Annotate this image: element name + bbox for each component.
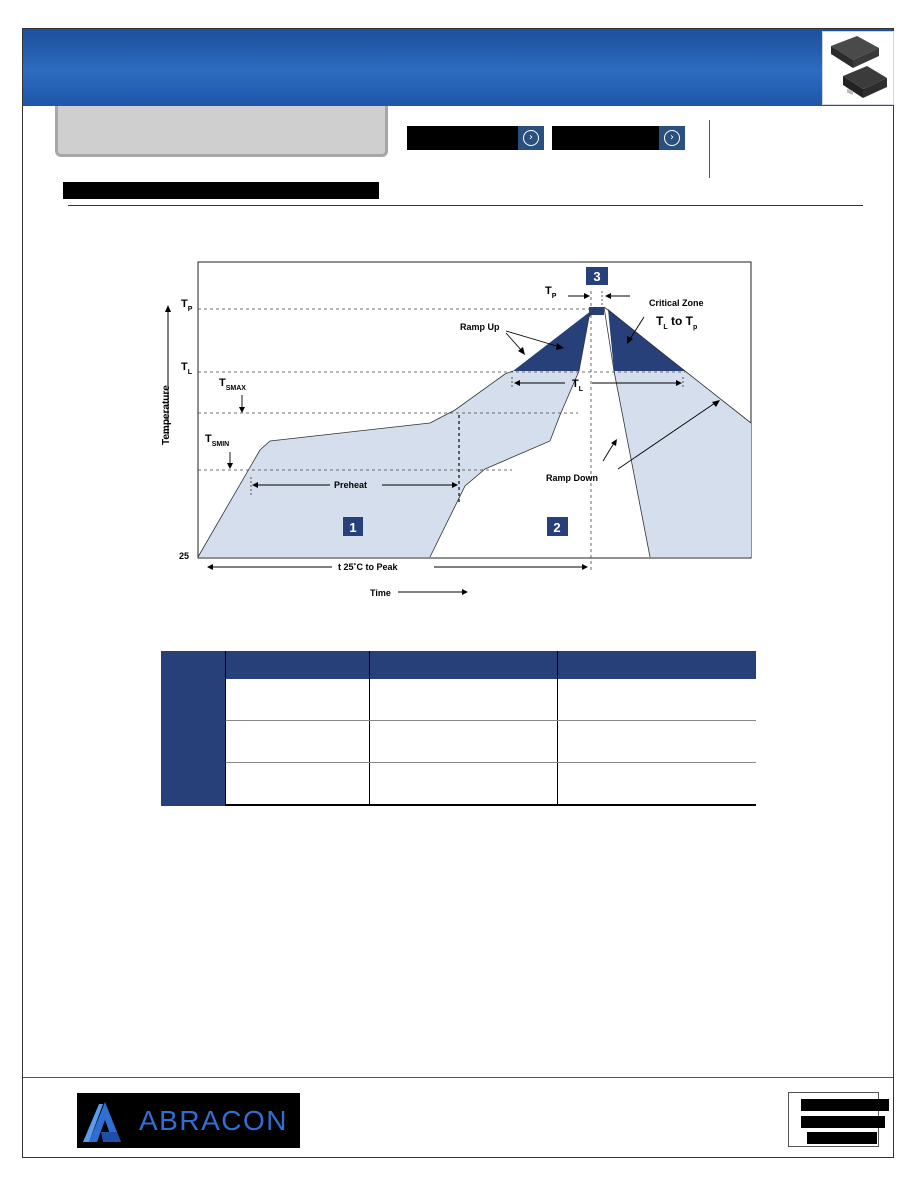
page-info-bar <box>807 1132 877 1144</box>
table-header-cell <box>226 651 370 679</box>
header-banner <box>23 29 893 106</box>
table-header-cell <box>558 651 757 679</box>
abracon-logo <box>77 1093 300 1148</box>
chevron-right-icon: › <box>659 126 685 150</box>
reflow-profile-diagram <box>160 255 760 605</box>
critical-zone-label: Critical Zone <box>649 298 704 308</box>
nav-button-2[interactable] <box>552 126 685 150</box>
table-header-cell <box>370 651 558 679</box>
zone-3-label: 3 <box>593 269 601 284</box>
preheat-label: Preheat <box>334 480 368 490</box>
critical-range-label: $T_L$ to $T_p$ <box>656 314 698 331</box>
section-rule <box>68 205 863 206</box>
y-axis-label: Temperature <box>161 385 172 445</box>
tl-span-label: $T_L$ <box>572 378 584 393</box>
page-info-bar <box>801 1099 889 1111</box>
tsmin-label: $T_{SMIN}$ <box>205 433 230 448</box>
t25-peak-label: t 25˚C to Peak <box>338 562 398 572</box>
table-row <box>161 721 756 763</box>
tl-label: $T_L$ <box>181 361 193 376</box>
tsmax-label: $T_{SMAX}$ <box>219 377 246 392</box>
tp-top-label: $T_P$ <box>545 285 557 300</box>
footer-rule <box>23 1077 893 1078</box>
table-row <box>161 679 756 721</box>
x-axis-label: Time <box>370 588 391 598</box>
section-title-bar <box>63 182 379 199</box>
page-info-bar <box>801 1116 885 1128</box>
zone-2-label: 2 <box>553 520 561 535</box>
tp-label: $T_P$ <box>181 298 193 313</box>
ramp-up-label: Ramp Up <box>460 322 500 332</box>
nav-button-1[interactable] <box>407 126 544 150</box>
product-image <box>822 31 894 105</box>
chevron-right-icon: › <box>518 126 544 150</box>
divider <box>709 120 710 178</box>
abracon-logo-icon <box>77 1096 135 1146</box>
reflow-parameter-table <box>161 651 756 806</box>
table-row <box>161 763 756 806</box>
origin-label: 25 <box>179 551 190 561</box>
table-header-cell <box>161 651 226 679</box>
zone-1-label: 1 <box>349 520 357 535</box>
subtitle-box <box>55 106 388 157</box>
ramp-down-label: Ramp Down <box>546 473 599 483</box>
logo-text: ABRACON <box>139 1104 288 1136</box>
